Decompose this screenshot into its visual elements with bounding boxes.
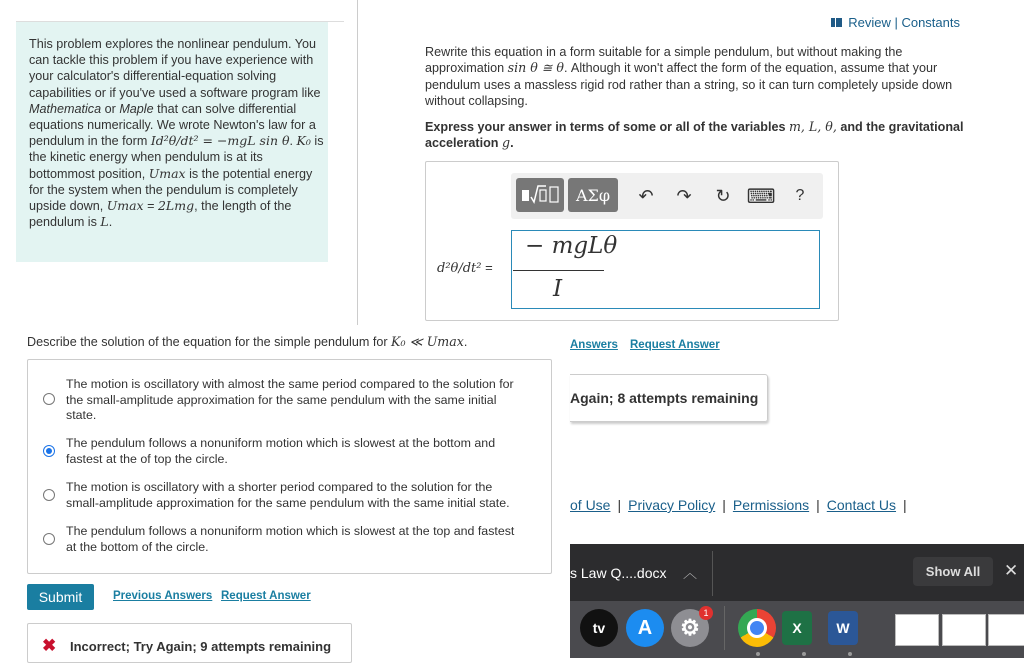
column-divider (357, 0, 358, 325)
document-thumbnail-icon[interactable] (988, 614, 1024, 646)
help-icon[interactable]: ? (795, 187, 805, 204)
instruction-text: and the gravitational acceleration (425, 120, 964, 151)
k0-symbol: K₀ (296, 133, 311, 149)
choice-label-4[interactable]: The pendulum follows a nonuniform motion which is slowest at the top and fastest at the bottom of the circle. (66, 524, 515, 554)
footer-separator: | (903, 497, 907, 513)
request-answer-link-b[interactable]: Request Answer (630, 339, 720, 351)
contact-us-link[interactable]: Contact Us (826, 497, 897, 513)
choice-label-2[interactable]: The pendulum follows a nonuniform motion which is slowest at the bottom and fastest at the of top the circle. (66, 436, 496, 466)
choice-radio-3[interactable] (43, 489, 55, 501)
show-all-button[interactable]: Show All (913, 557, 993, 586)
close-icon[interactable]: ✕ (1004, 561, 1019, 580)
templates-icon (520, 183, 560, 207)
request-answer-link[interactable]: Request Answer (221, 590, 311, 602)
dock-divider (724, 606, 725, 650)
intro-text: This problem explores the nonlinear pendulum. You can tackle this problem if you have experience with your calculator's differential-equation solving capabilities or if you've used a software program like (29, 37, 321, 100)
word-icon[interactable] (828, 611, 858, 645)
answers-link[interactable]: Answers (570, 339, 618, 351)
intro-text: = (143, 199, 158, 214)
part-b-prompt (27, 334, 467, 349)
length-symbol: L (100, 214, 109, 230)
app-store-icon[interactable]: A (626, 609, 664, 647)
umax-symbol: Umax (148, 165, 186, 181)
greek-label: ΑΣφ (575, 185, 611, 205)
umax-equation: 2Lmg (157, 198, 195, 214)
app-name-maple: Maple (119, 101, 154, 116)
footer-separator: | (617, 497, 622, 513)
question-a-instructions (425, 119, 965, 152)
review-constants-label: Review | Constants (848, 15, 960, 30)
condition: K₀ ≪ Umax (391, 334, 464, 349)
footer-separator: | (722, 497, 726, 513)
fraction-denominator: I (553, 276, 563, 302)
g-symbol: g (502, 135, 511, 151)
equation-lhs (437, 260, 493, 276)
intro-text: . (108, 215, 113, 230)
apple-tv-icon[interactable] (580, 609, 618, 647)
intro-text: , the length of the pendulum is (29, 199, 292, 230)
intro-text: is the kinetic energy when pendulum is at its bottommost position, (29, 134, 324, 181)
small-angle-approx: sin θ ≅ θ (507, 60, 564, 76)
word-label: W (836, 620, 850, 636)
intro-text: that can solve differential equations numerically. We wrote Newton's law for a pendulum in the form (29, 101, 316, 149)
feedback-box (27, 623, 352, 663)
templates-button[interactable] (516, 178, 564, 212)
running-indicator (756, 652, 760, 656)
intro-text: is the potential energy for the system when the pendulum is completely upside down, (29, 166, 313, 214)
running-indicator (848, 652, 852, 656)
prompt-text: . (463, 335, 468, 349)
excel-icon[interactable] (782, 611, 812, 645)
running-indicator (802, 652, 806, 656)
excel-label: X (792, 620, 802, 636)
chrome-icon[interactable] (738, 609, 776, 647)
intro-text: or (101, 101, 120, 116)
system-preferences-icon[interactable]: ⚙ (671, 609, 709, 647)
reset-icon[interactable]: ↻ (715, 185, 731, 206)
review-constants-link[interactable] (830, 15, 960, 30)
choice-label-1[interactable]: The motion is oscillatory with almost the same period compared to the solution for the small-amplitude approximation for the same pendulum with the same initial state. (66, 377, 514, 423)
lhs-expression: d²θ/dt² (437, 261, 482, 276)
choice-radio-2[interactable] (43, 445, 55, 457)
redo-icon[interactable]: ↷ (676, 185, 692, 206)
chevron-up-icon[interactable]: ︿ (683, 565, 697, 581)
newton-equation: Id²θ/dt² = −mgL sin θ (150, 133, 290, 149)
intro-text: . (289, 134, 297, 149)
error-icon: ✖ (42, 636, 57, 655)
footer-links (570, 497, 914, 513)
problem-intro (16, 22, 328, 262)
tv-label: tv (592, 620, 606, 636)
fraction-bar (513, 270, 604, 271)
instruction-text: . (510, 136, 514, 151)
choice-radio-1[interactable] (43, 393, 55, 405)
prompt-text: Describe the solution of the equation for the simple pendulum for (27, 335, 392, 349)
previous-answers-link[interactable]: Previous Answers (113, 590, 213, 602)
book-icon (830, 18, 842, 27)
permissions-link[interactable]: Permissions (732, 497, 810, 513)
equals-sign: = (481, 260, 493, 275)
feedback-text: Incorrect; Try Again; 9 attempts remaining (70, 639, 332, 654)
download-divider (712, 551, 713, 596)
notification-badge: 1 (699, 606, 713, 620)
question-a-text (425, 44, 985, 109)
privacy-policy-link[interactable]: Privacy Policy (628, 497, 716, 513)
choice-radio-4[interactable] (43, 533, 55, 545)
document-thumbnail-icon[interactable] (895, 614, 939, 646)
document-thumbnail-icon[interactable] (942, 614, 986, 646)
umax-symbol: Umax (106, 198, 144, 214)
instruction-text: Express your answer in terms of some or all of the variables (425, 120, 789, 134)
download-filename[interactable]: s Law Q....docx (570, 565, 667, 581)
keyboard-icon[interactable]: ⌨ (746, 185, 776, 208)
submit-button[interactable]: Submit (27, 584, 94, 610)
attempts-feedback: Again; 8 attempts remaining (570, 374, 768, 422)
footer-separator: | (816, 497, 820, 513)
math-toolbar (511, 173, 823, 219)
variables-list: m, L, θ, (788, 119, 837, 134)
question-text: . Although it won't affect the form of the equation, assume that your pendulum uses a massless rigid rod rather than a string, so it can turn completely upside down without collapsing. (425, 61, 953, 108)
app-name-mathematica: Mathematica (29, 101, 102, 116)
undo-icon[interactable]: ↶ (638, 185, 654, 206)
terms-of-use-link[interactable]: of Use (570, 497, 611, 513)
fraction-numerator: − mgLθ (525, 233, 618, 259)
greek-symbols-button[interactable] (568, 178, 618, 212)
question-text: Rewrite this equation in a form suitable for a simple pendulum, but without making the approximation (425, 45, 903, 76)
choice-label-3[interactable]: The motion is oscillatory with a shorter period compared to the solution for the small-amplitude approximation for the same pendulum with the same initial state. (66, 480, 510, 510)
